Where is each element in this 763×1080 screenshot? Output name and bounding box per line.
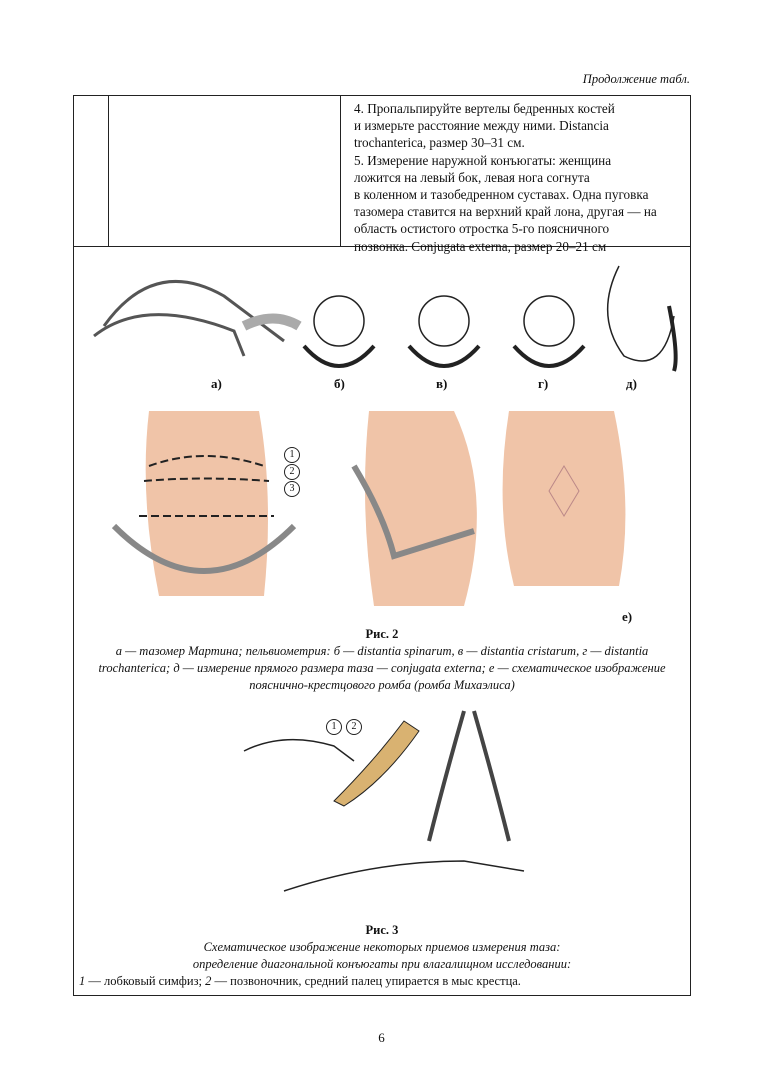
caption-line: пояснично-крестцового ромба (ромба Михаэлиса): [249, 678, 515, 692]
pelvimeter-illustration: [94, 281, 299, 356]
marker-3: [284, 478, 300, 497]
figure-2-body-illustrations: [74, 406, 690, 606]
pelvis-side-illustration: [354, 411, 477, 606]
text-line: 4. Пропальпируйте вертелы бедренных костей: [354, 101, 615, 116]
caption-line: определение диагональной конъюгаты при влагалищном исследовании:: [192, 957, 572, 971]
pelvimeter-drawing: [429, 711, 509, 841]
panel-label-g: г): [538, 376, 549, 391]
panel-label-d: д): [626, 376, 637, 391]
legend-text: — позвоночник, средний палец упирается в мыс крестца.: [211, 974, 521, 988]
marker-number: 2: [284, 464, 300, 480]
legend-number: 2: [205, 974, 212, 988]
text-line: ложится на левый бок, левая нога согнута: [354, 169, 590, 185]
text-line: в коленном и тазобедренном суставах. Одна пуговка: [354, 187, 649, 203]
panel-label-v: в): [436, 376, 448, 391]
text-line: тазомера ставится на верхний край лона, другая — на: [354, 204, 657, 220]
figure-2-top-illustrations: [74, 256, 690, 386]
table-cell-instructions: [354, 100, 684, 255]
marker-2: [346, 716, 362, 735]
panel-label-a: а): [211, 376, 222, 391]
legend-number: 1: [79, 974, 86, 988]
page-number: 6: [378, 1030, 385, 1045]
text-line: trochanterica, размер 30–31 см.: [354, 135, 525, 151]
figure-3-title: Рис. 3: [365, 923, 399, 937]
pelvis-front-illustration: [114, 411, 294, 596]
caption-line: trochanterica; д — измерение прямого размера таза — conjugata externa; е — схематическое изображение: [98, 661, 666, 675]
marker-1: [326, 716, 342, 735]
figure-2-caption: [74, 643, 690, 694]
michaelis-rhombus-illustration: [503, 411, 626, 586]
column-divider: [108, 96, 109, 246]
marker-number: 1: [326, 719, 342, 735]
table: [73, 95, 691, 996]
figure-3-caption: [74, 939, 690, 973]
marker-number: 2: [346, 719, 362, 735]
hand-drawing: [244, 740, 354, 761]
panel-label-b: б): [334, 376, 345, 391]
pelvis-measurement-g: [514, 296, 584, 366]
caption-line: Схематическое изображение некоторых приемов измерения таза:: [203, 940, 561, 954]
marker-number: 3: [284, 481, 300, 497]
pelvis-measurement-v: [409, 296, 479, 366]
panel-label-e: е): [622, 609, 633, 624]
column-divider: [340, 96, 341, 246]
text-line: и измерьте расстояние между ними. Distancia: [354, 118, 609, 134]
figure-3-illustration: [224, 701, 544, 916]
text-line: позвонка. Conjugata externa, размер 20–21 см: [354, 238, 607, 254]
figure-3-legend: [79, 974, 521, 989]
pelvis-measurement-b: [304, 296, 374, 366]
text-line: 5. Измерение наружной конъюгаты: женщина: [354, 152, 612, 168]
figure-2-title: Рис. 2: [365, 627, 399, 641]
legend-text: — лобковый симфиз;: [85, 974, 206, 988]
conjugata-externa-measurement: [608, 266, 676, 371]
table-continuation-label: Продолжение табл.: [582, 72, 690, 86]
marker-number: 1: [284, 447, 300, 463]
hand-drawing: [284, 861, 524, 891]
text-line: область остистого отростка 5-го поясничного: [354, 221, 610, 237]
caption-line: а — тазомер Мартина; пельвиометрия: б — distantia spinarum, в — distantia cristarum, г — distantia: [115, 644, 649, 658]
